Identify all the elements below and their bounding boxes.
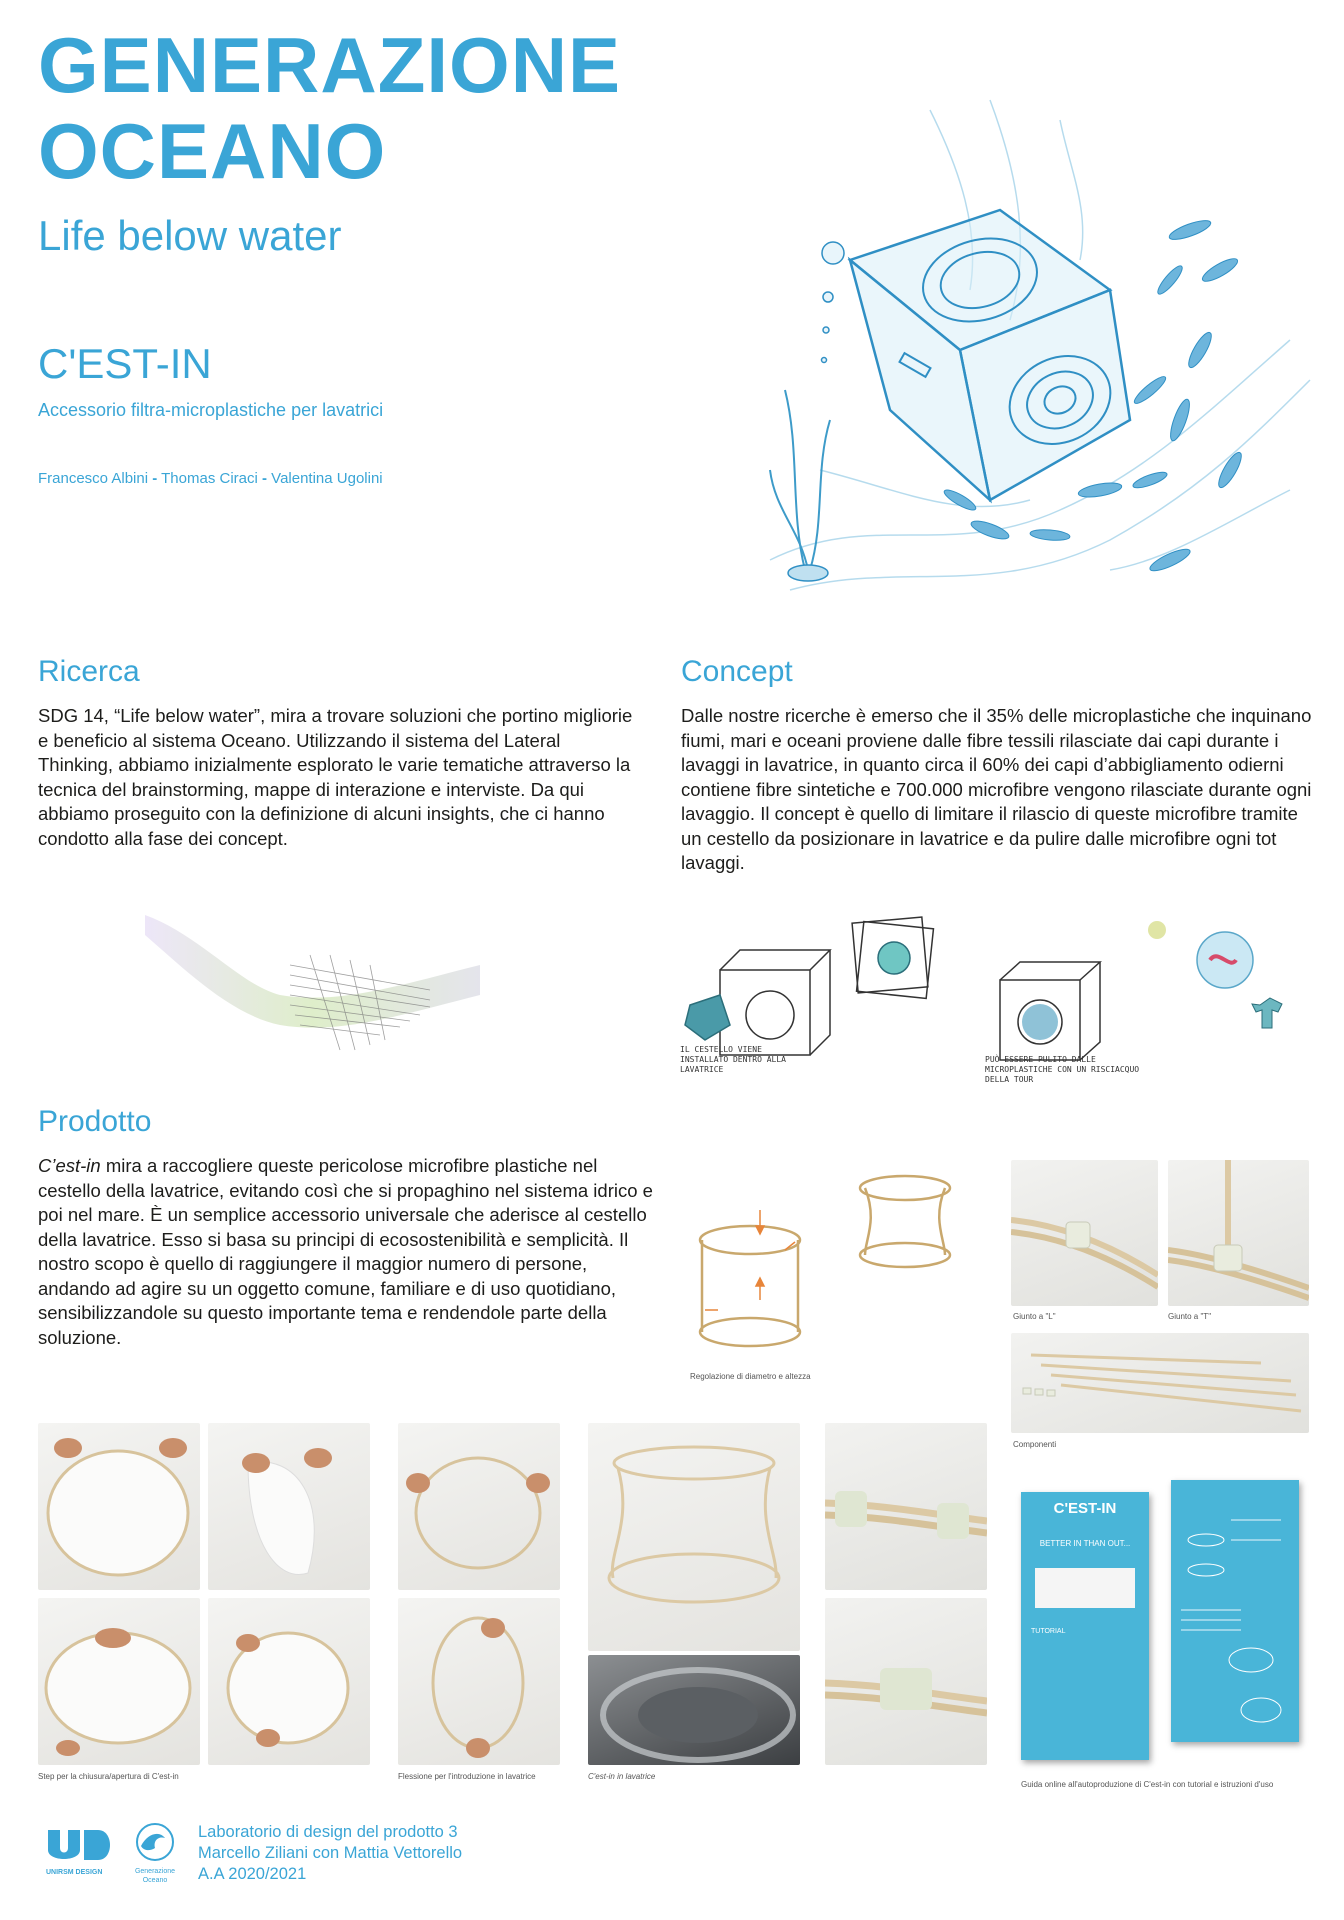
title-line-2: OCEANO — [38, 107, 387, 195]
caption-step: Step per la chiusura/apertura di C'est-in — [38, 1772, 179, 1781]
guide-tagline: BETTER IN THAN OUT... — [1039, 1539, 1131, 1548]
author-1: Francesco Albini — [38, 470, 149, 487]
flex-photo-2 — [398, 1598, 560, 1765]
prodotto-text-body: mira a raccogliere queste pericolose microfibre plastiche nel cestello della lavatrice, evitando così che si propaghino nel sistema idrico e poi nel mare. È un semplice accessorio universale che aderisce al cestello della lavatrice. Esso si basa su principi di ecosostenibilità e semplicità. Il nostro scopo è quello di raggiungere il maggior numero di persone, andando ad agire su un oggetto comune, familiare e di uso quotidiano, sensibilizzandole su questo importante tema e rendendole parte della soluzione. — [38, 1155, 653, 1348]
caption-componenti: Componenti — [1013, 1440, 1057, 1449]
joint-detail-1 — [825, 1423, 987, 1590]
generazione-logo-text-2: Oceano — [142, 1877, 168, 1884]
flex-photo-2-image — [398, 1598, 560, 1765]
author-3: Valentina Ugolini — [271, 470, 383, 487]
project-description: Accessorio filtra-microplastiche per lavatrici — [38, 400, 384, 420]
step-photo-1 — [38, 1423, 200, 1590]
guide-section: TUTORIAL — [1031, 1628, 1066, 1635]
sketch-note-1: IL CESTELLO VIENE INSTALLATO DENTRO ALLA LAVATRICE — [680, 1045, 786, 1074]
unirsm-logo-text: UNIRSM DESIGN — [46, 1869, 103, 1876]
washing-machine-illustration — [730, 90, 1320, 650]
step-photo-3-image — [38, 1598, 200, 1765]
componenti-image — [1011, 1333, 1309, 1433]
lavatrice-image — [588, 1655, 800, 1765]
prodotto-text — [38, 1154, 663, 1350]
step-photo-2-image — [208, 1423, 370, 1590]
guide-poster-2 — [1171, 1480, 1299, 1742]
giunto-t-photo — [1168, 1160, 1309, 1306]
main-title — [38, 22, 621, 194]
step-photo-2 — [208, 1423, 370, 1590]
concept-heading: Concept — [681, 655, 793, 688]
caption-flessione: Flessione per l'introduzione in lavatrice — [398, 1772, 536, 1781]
wave-icon — [135, 1822, 175, 1862]
caption-giunto-l: Giunto a "L" — [1013, 1312, 1056, 1321]
title-line-1: GENERAZIONE — [38, 21, 622, 109]
author-2: Thomas Ciraci — [161, 470, 258, 487]
ricerca-text: SDG 14, “Life below water”, mira a trovare soluzioni che portino migliorie e beneficio al sistema Oceano. Utilizzando il sistema del Lateral Thinking, abbiamo inizialmente esplorato le varie tematiche attraverso la tecnica del brainstorming, mappe di interazione e interviste. Da qui abbiamo proseguito con la definizione di alcuni insights, che ci hanno condotto alla fase dei concept. — [38, 705, 633, 849]
componenti-photo — [1011, 1333, 1309, 1433]
regolazione-diagram — [690, 1170, 960, 1375]
giunto-t-image — [1168, 1160, 1309, 1306]
joint-detail-2-image — [825, 1598, 987, 1765]
author-separator: - — [262, 470, 267, 487]
cestin-photo — [588, 1423, 800, 1651]
subtitle: Life below water — [38, 212, 342, 259]
generazione-logo-text-1: Generazione — [134, 1868, 176, 1875]
sketch-note-2: PUÒ ESSERE PULITO DALLE MICROPLASTICHE CON UN RISCIACQUO DELLA TOUR — [985, 1055, 1140, 1084]
author-separator: - — [152, 470, 158, 487]
flex-photo-1 — [398, 1423, 560, 1590]
ricerca-heading: Ricerca — [38, 655, 140, 688]
guide-photo-strip — [1035, 1568, 1135, 1608]
concept-text: Dalle nostre ricerche è emerso che il 35% delle microplastiche che inquinano fiumi, mari e oceani proviene dalle fibre tessili rilasciate dai capi durante i lavaggi in lavatrice, in quanto circa il 60% dei capi d’abbigliamento odierni contiene fibre sintetiche e 700.000 microfibre vengono rilasciate durante ogni lavaggio. Il concept è quello di limitare il rilascio di queste microfibre tramite un cestello da posizionare in lavatrice e da pulire dalle microfibre ogni tot lavaggi. — [681, 705, 1312, 873]
joint-detail-1-image — [825, 1423, 987, 1590]
unirsm-logo — [46, 1828, 112, 1876]
footer-line-3: A.A 2020/2021 — [198, 1865, 307, 1883]
lavatrice-photo — [588, 1655, 800, 1765]
footer-line-1: Laboratorio di design del prodotto 3 — [198, 1823, 458, 1841]
giunto-l-photo — [1011, 1160, 1158, 1306]
generazione-oceano-logo — [128, 1822, 182, 1885]
joint-detail-2 — [825, 1598, 987, 1765]
step-photo-4 — [208, 1598, 370, 1765]
project-name: C'EST-IN — [38, 340, 212, 387]
caption-regolazione: Regolazione di diametro e altezza — [690, 1372, 811, 1381]
guide-poster-2-image — [1171, 1480, 1299, 1742]
cestin-image — [588, 1423, 800, 1651]
microfibre-graphic — [140, 895, 490, 1060]
flex-photo-1-image — [398, 1423, 560, 1590]
footer-line-2: Marcello Ziliani con Mattia Vettorello — [198, 1844, 463, 1862]
footer-credits — [198, 1822, 462, 1885]
prodotto-heading: Prodotto — [38, 1105, 152, 1138]
unirsm-logo-icon — [46, 1828, 112, 1862]
caption-guida: Guida online all'autoproduzione di C'est-in con tutorial e istruzioni d'uso — [1021, 1780, 1274, 1789]
guide-poster-1 — [1021, 1492, 1149, 1760]
guide-title: C'EST-IN — [1053, 1500, 1117, 1517]
prodotto-text-product-name: C’est-in — [38, 1155, 101, 1176]
caption-giunto-t: Giunto a "T" — [1168, 1312, 1212, 1321]
caption-in-lavatrice: C'est-in in lavatrice — [588, 1772, 656, 1781]
step-photo-4-image — [208, 1598, 370, 1765]
authors — [38, 470, 383, 487]
giunto-l-image — [1011, 1160, 1158, 1306]
step-photo-3 — [38, 1598, 200, 1765]
step-photo-1-image — [38, 1423, 200, 1590]
